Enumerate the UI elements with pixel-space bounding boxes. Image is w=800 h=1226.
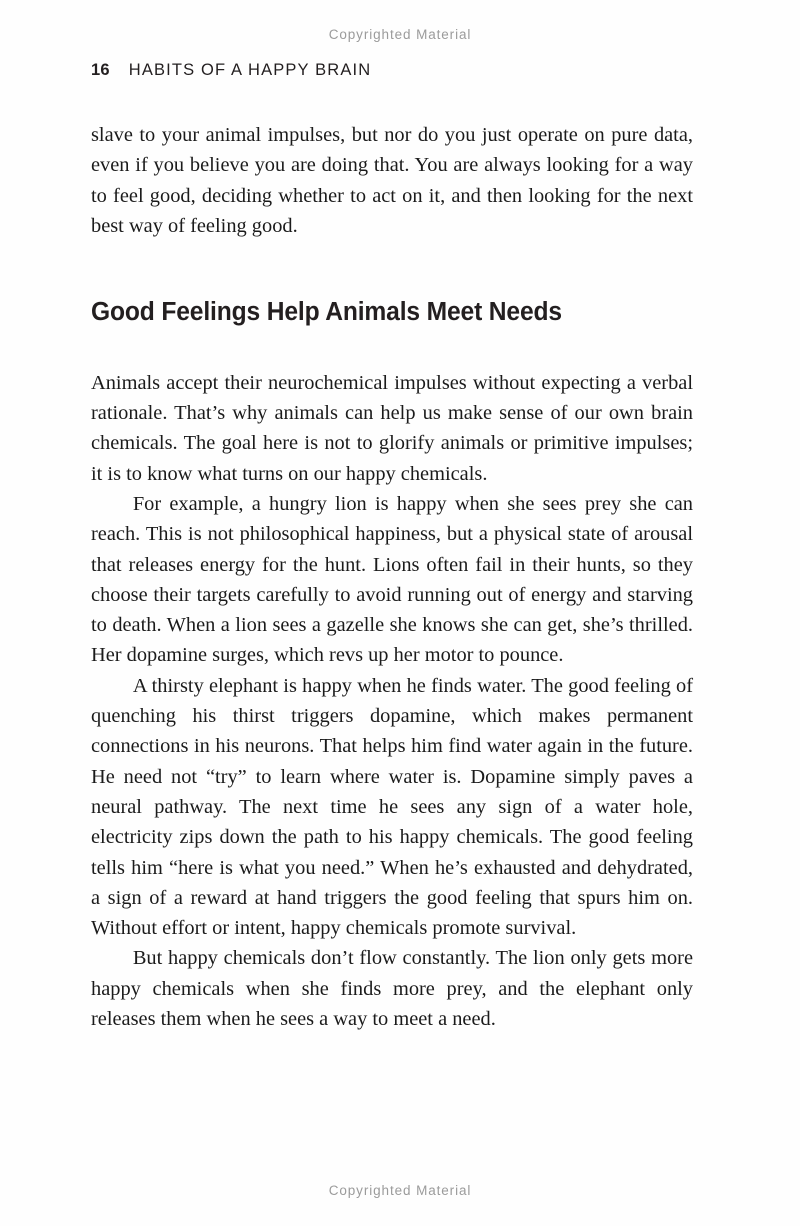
paragraph-continued: slave to your animal impulses, but nor do you just operate on pure data, even if you believe you are doing that. You are always looking for a way to feel good, deciding whether to act on it, and then looking for the next best way of feeling good.	[91, 124, 693, 237]
running-head	[91, 61, 371, 80]
paragraph-4: But happy chemicals don’t flow constantly. The lion only gets more happy chemicals when she finds more prey, and the elephant only releases them when he sees a way to meet a need.	[91, 947, 693, 1031]
text-block	[91, 120, 693, 1034]
paragraph-2: For example, a hungry lion is happy when she sees prey she can reach. This is not philosophical happiness, but a physical state of arousal that releases energy for the hunt. Lions often fail in their hunts, so they choose their targets carefully to avoid running out of energy and starving to death. When a lion sees a gazelle she knows she can get, she’s thrilled. Her dopamine surges, which revs up her motor to pounce.	[91, 492, 693, 667]
paragraph-1: Animals accept their neurochemical impulses without expecting a verbal rationale. That’s why animals can help us make sense of our own brain chemicals. The goal here is not to glorify animals or primitive impulses; it is to know what turns on our happy chemicals.	[91, 371, 693, 485]
spacer-after-heading	[91, 328, 693, 368]
running-head-title: HABITS OF A HAPPY BRAIN	[128, 61, 372, 79]
copyright-watermark-top: Copyrighted Material	[328, 27, 472, 42]
section-heading: Good Feelings Help Animals Meet Needs	[91, 298, 562, 327]
copyright-watermark-bottom: Copyrighted Material	[328, 1183, 472, 1198]
paragraph-3: A thirsty elephant is happy when he finds water. The good feeling of quenching his thirst triggers dopamine, which makes permanent connections in his neurons. That helps him find water again in the future. He need not “try” to learn where water is. Dopamine simply paves a neural pathway. The next time he sees any sign of a water hole, electricity zips down the path to his happy chemicals. The good feeling tells him “here is what you need.” When he’s exhausted and dehydrated, a sign of a reward at hand triggers the good feeling that spurs him on. Without effort or intent, happy chemicals promote survival.	[91, 674, 693, 940]
spacer-before-heading	[91, 241, 693, 297]
page-number: 16	[91, 61, 110, 79]
